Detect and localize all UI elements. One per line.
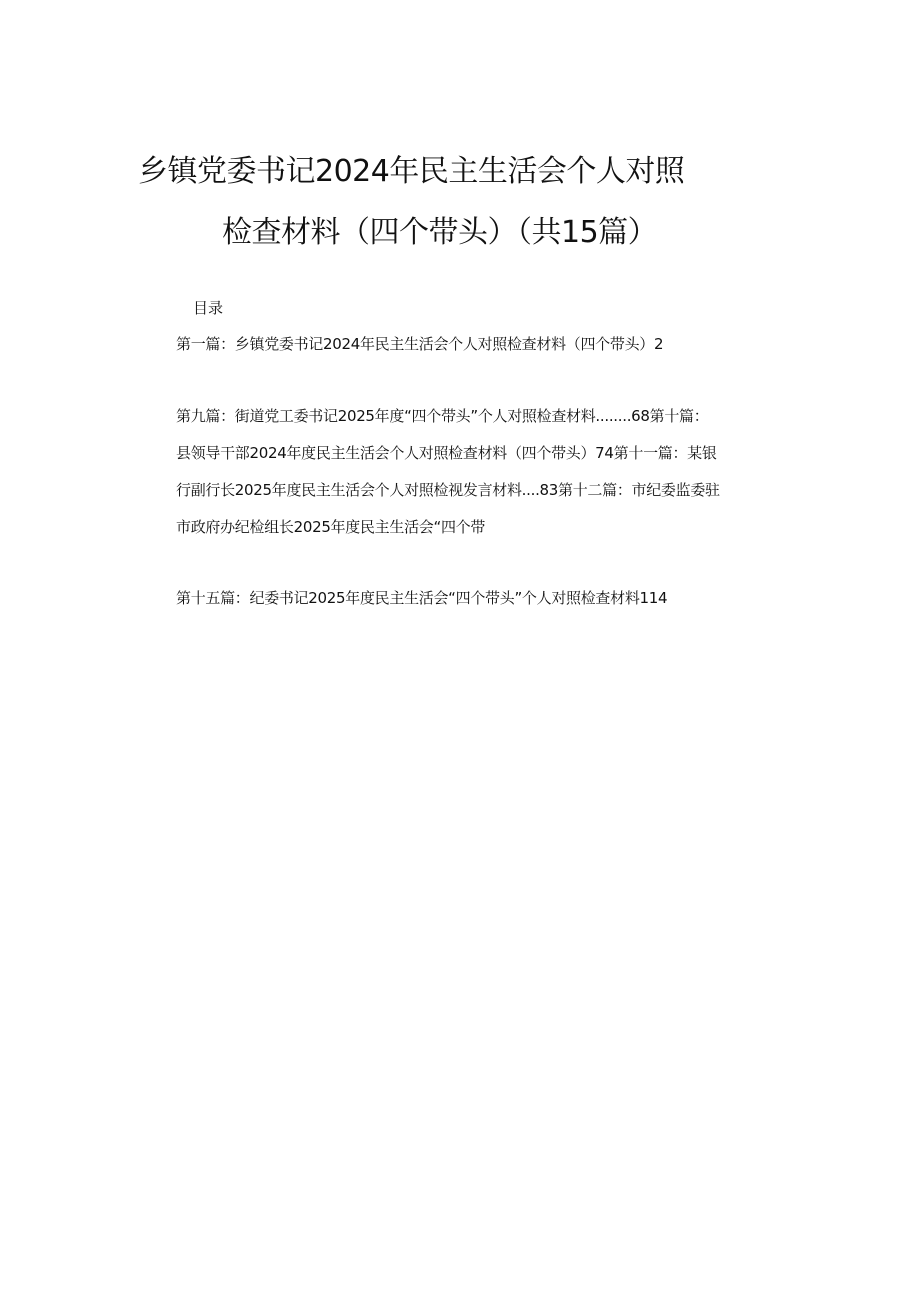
toc-entry-block <box>176 406 800 554</box>
toc-heading: 目录 <box>193 299 224 317</box>
toc-entry: 第一篇：乡镇党委书记2024年民主生活会个人对照检查材料（四个带头）2 <box>176 335 664 353</box>
toc-entry: 第九篇：街道党工委书记2025年度“四个带头”个人对照检查材料........68第十篇： <box>176 407 709 425</box>
toc-entry: 第十五篇：纪委书记2025年度民主生活会“四个带头”个人对照检查材料114 <box>176 589 668 607</box>
document-title-line-2: 检查材料（四个带头）（共15篇） <box>222 215 658 250</box>
document-title-line-1: 乡镇党委书记2024年民主生活会个人对照 <box>138 154 685 189</box>
toc-entry: 行副行长2025年度民主生活会个人对照检视发言材料....83第十二篇：市纪委监委驻 <box>176 481 720 499</box>
toc-entry: 市政府办纪检组长2025年度民主生活会“四个带 <box>176 518 486 536</box>
toc-entry: 县领导干部2024年度民主生活会个人对照检查材料（四个带头）74第十一篇：某银 <box>176 444 717 462</box>
